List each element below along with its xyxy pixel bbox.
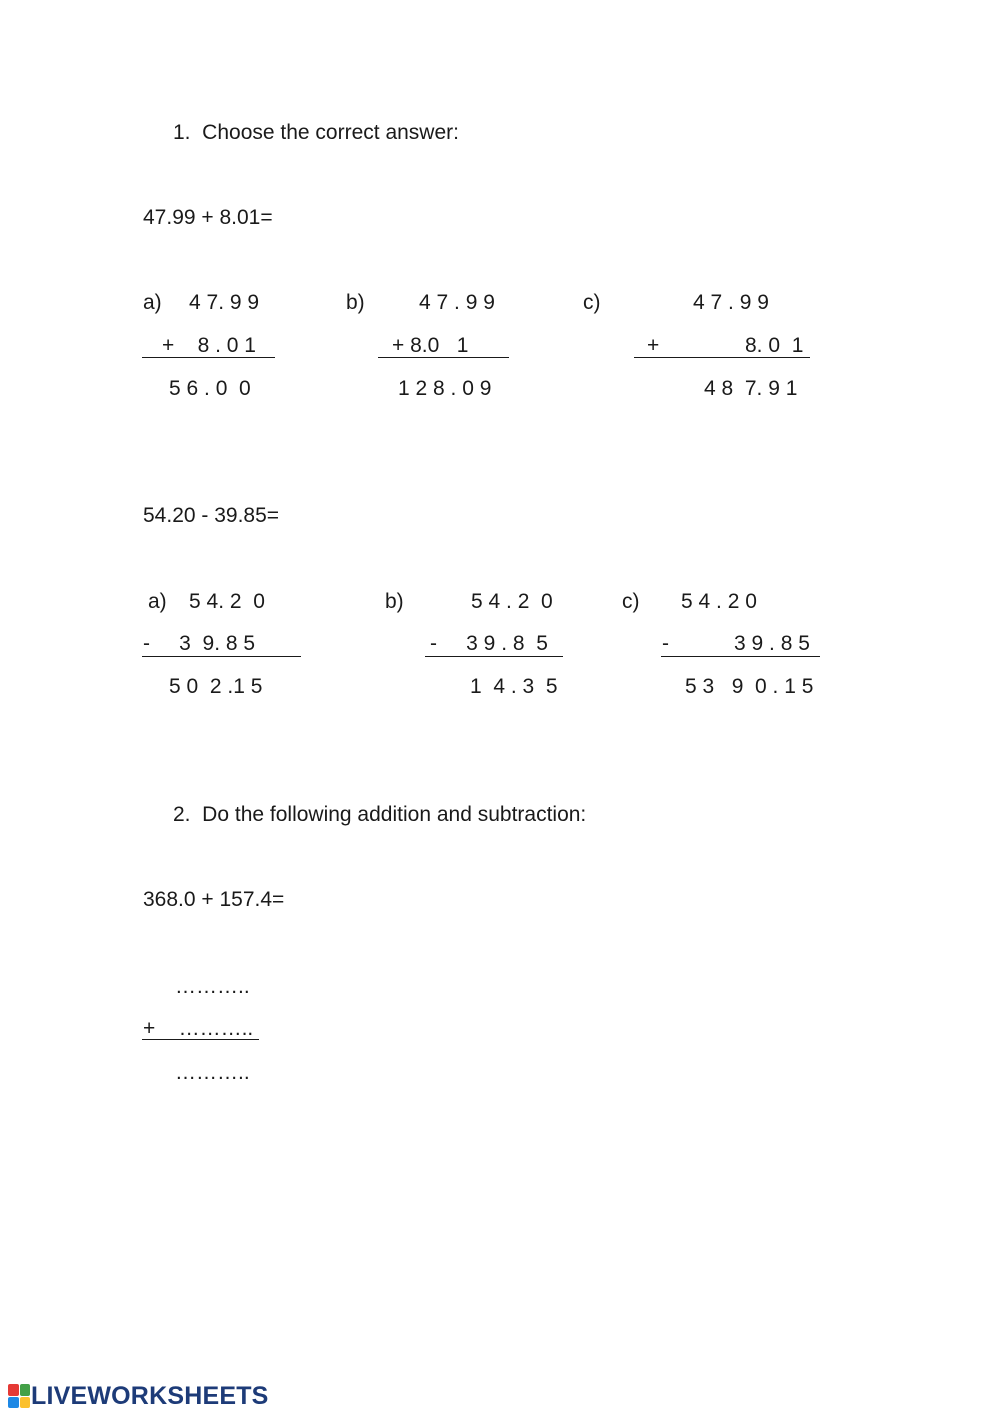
difference-underline: [142, 656, 301, 657]
addition-equation: 47.99 + 8.01=: [143, 206, 273, 229]
result: 5 6 . 0 0: [169, 377, 251, 400]
question-1-heading: 1. Choose the correct answer:: [173, 121, 459, 144]
operator-sign: -: [662, 632, 669, 655]
sum-underline: [142, 357, 275, 358]
liveworksheets-logo: [8, 1381, 269, 1411]
operator-sign: +: [647, 334, 660, 357]
operand-row: - 3 9. 8 5: [143, 632, 256, 655]
operand-number: 3 9 . 8 5: [734, 632, 810, 655]
result: 5 3 9 0 . 1 5: [685, 675, 814, 698]
option-label: c): [583, 291, 601, 314]
sum-underline: [378, 357, 509, 358]
subtraction-equation: 54.20 - 39.85=: [143, 504, 280, 527]
result: 1 2 8 . 0 9: [398, 377, 492, 400]
option-label: c): [622, 590, 640, 613]
option-label: b): [346, 291, 365, 314]
question-2-equation: 368.0 + 157.4=: [143, 888, 285, 911]
sum-underline: [142, 1039, 259, 1040]
top-number: 4 7 . 9 9: [419, 291, 495, 314]
top-number: 5 4 . 2 0: [681, 590, 757, 613]
difference-underline: [661, 656, 820, 657]
sum-underline: [634, 357, 810, 358]
question-2-heading: 2. Do the following addition and subtraction:: [173, 803, 587, 826]
operand-number: 8. 0 1: [745, 334, 804, 357]
result: 4 8 7. 9 1: [704, 377, 798, 400]
blank-top-number[interactable]: ………..: [175, 975, 250, 998]
top-number: 4 7 . 9 9: [693, 291, 769, 314]
blank-result[interactable]: ………..: [175, 1061, 250, 1084]
operand-row: + 8 . 0 1: [162, 334, 256, 357]
result: 1 4 . 3 5: [470, 675, 558, 698]
option-label: a): [148, 590, 167, 613]
top-number: 5 4. 2 0: [189, 590, 265, 613]
option-label: b): [385, 590, 404, 613]
result: 5 0 2 .1 5: [169, 675, 263, 698]
option-label: a): [143, 291, 162, 314]
difference-underline: [425, 656, 563, 657]
logo-squares-icon: [8, 1384, 30, 1408]
top-number: 5 4 . 2 0: [471, 590, 553, 613]
operand-row: + 8.0 1: [392, 334, 469, 357]
top-number: 4 7. 9 9: [189, 291, 260, 314]
brand-name: LIVEWORKSHEETS: [31, 1381, 269, 1410]
operand-row: - 3 9 . 8 5: [430, 632, 548, 655]
blank-operand[interactable]: + ………..: [143, 1017, 254, 1040]
